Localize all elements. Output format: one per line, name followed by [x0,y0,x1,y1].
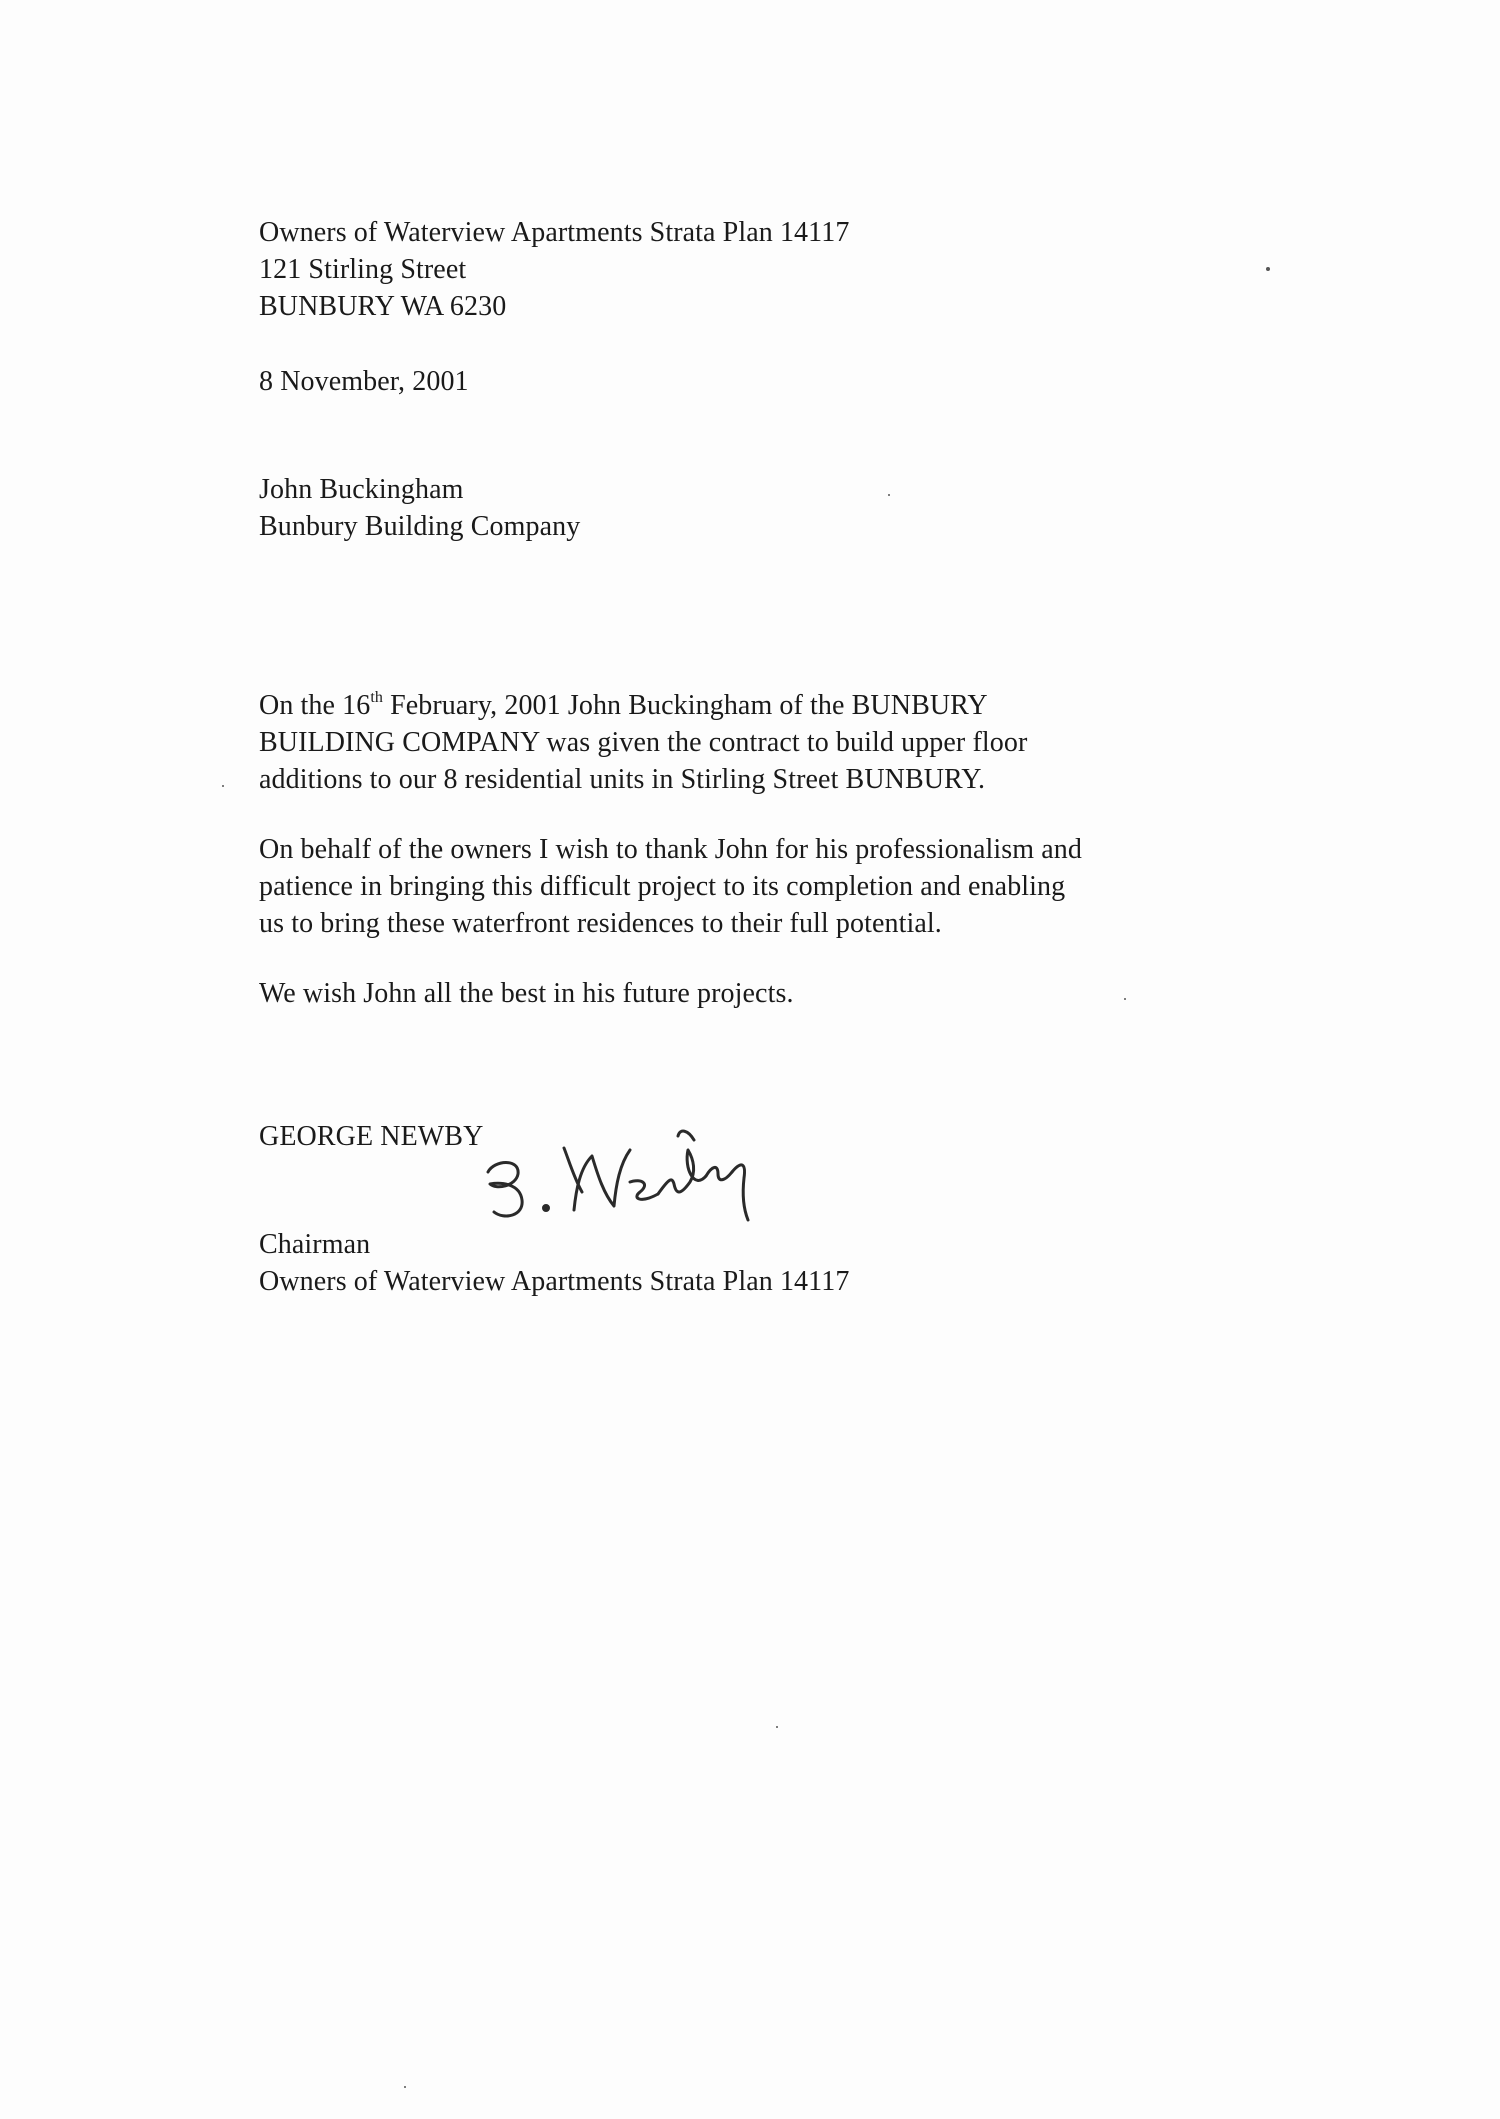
signer-title: Chairman [259,1229,371,1260]
sender-line-1: Owners of Waterview Apartments Strata Plan 14117 [259,217,850,248]
sender-line-2: 121 Stirling Street [259,254,467,285]
body-paragraph-2 [259,831,1082,942]
signer-title-block [259,1226,849,1300]
paragraph-2-line-3: us to bring these waterfront residences to their full potential. [259,908,942,939]
scan-speck [222,785,224,787]
ordinal-suffix: th [370,688,383,706]
letter-date: 8 November, 2001 [259,366,469,397]
scan-speck [404,2086,406,2088]
date-prefix: On the 16 [259,690,371,721]
signer-organisation: Owners of Waterview Apartments Strata Plan 14117 [259,1266,850,1297]
scan-speck [888,494,890,496]
sender-line-3: BUNBURY WA 6230 [259,291,507,322]
scan-speck [1266,267,1270,271]
paragraph-1-line-2: BUILDING COMPANY was given the contract to build upper floor [259,727,1028,758]
scan-speck [776,1726,778,1728]
paragraph-1-line-1-rest: February, 2001 John Buckingham of the BUNBURY [382,690,988,721]
paragraph-2-line-2: patience in bringing this difficult project to its completion and enabling [259,871,1066,902]
paragraph-1-line-3: additions to our 8 residential units in Stirling Street BUNBURY. [259,764,986,795]
recipient-company: Bunbury Building Company [259,511,581,542]
sender-address [259,214,849,325]
paragraph-2-line-1: On behalf of the owners I wish to thank John for his professionalism and [259,834,1082,865]
paragraph-1-line-1 [259,687,1027,724]
body-paragraph-1 [259,687,1027,798]
signer-name: GEORGE NEWBY [259,1121,484,1152]
scan-speck [1124,998,1126,1000]
recipient-name: John Buckingham [259,474,464,505]
body-paragraph-3: We wish John all the best in his future projects. [259,978,794,1009]
recipient-address [259,471,580,545]
